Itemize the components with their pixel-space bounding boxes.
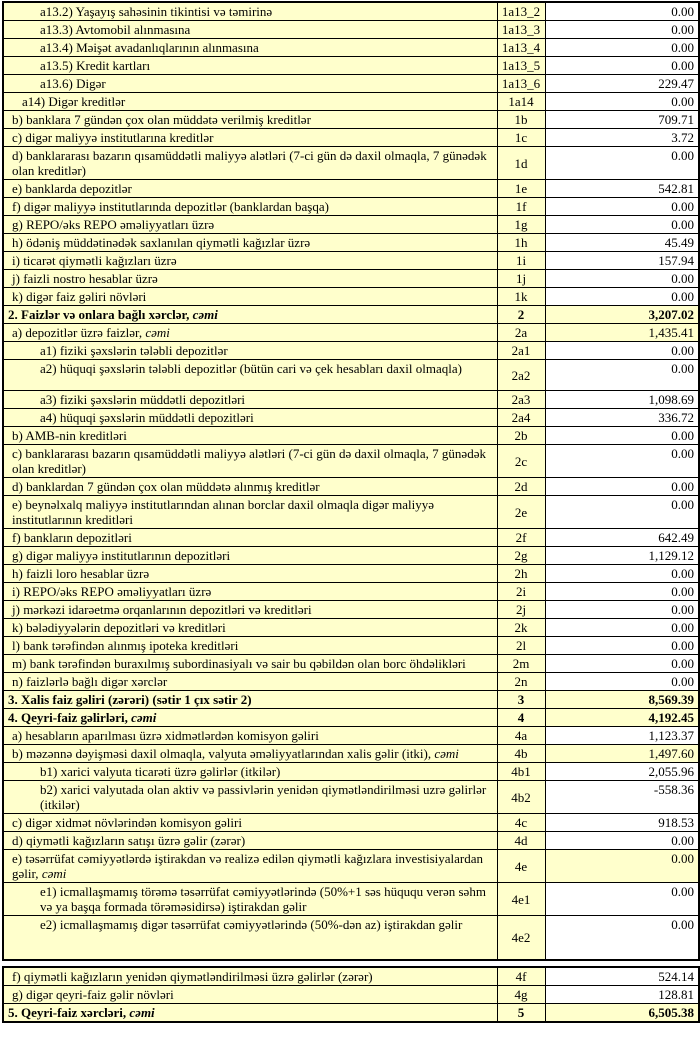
row-label xyxy=(3,985,497,1003)
row-value: 0.00 xyxy=(545,21,699,39)
row-value: -558.36 xyxy=(545,781,699,814)
row-label xyxy=(3,252,497,270)
row-code: 2a3 xyxy=(497,391,545,409)
row-code: 1h xyxy=(497,234,545,252)
row-value: 0.00 xyxy=(545,496,699,529)
table-row xyxy=(3,270,699,288)
row-value: 0.00 xyxy=(545,883,699,916)
table-row xyxy=(3,478,699,496)
row-code: 2l xyxy=(497,637,545,655)
row-label-italic-suffix: cəmi xyxy=(145,325,170,340)
row-value: 0.00 xyxy=(545,601,699,619)
table-row xyxy=(3,445,699,478)
table-row xyxy=(3,180,699,198)
row-value: 1,098.69 xyxy=(545,391,699,409)
table-row xyxy=(3,583,699,601)
row-value: 0.00 xyxy=(545,270,699,288)
row-code: 4g xyxy=(497,985,545,1003)
table-row xyxy=(3,360,699,391)
row-label xyxy=(3,496,497,529)
row-value: 0.00 xyxy=(545,360,699,391)
row-code: 1g xyxy=(497,216,545,234)
row-code: 4b2 xyxy=(497,781,545,814)
table-row xyxy=(3,342,699,360)
row-label-text: e) beynəlxalq maliyyə institutlarından alınan borclar daxil olmaqla digər maliyyə institutlarının kreditləri xyxy=(12,497,434,527)
row-value: 0.00 xyxy=(545,342,699,360)
row-value: 1,435.41 xyxy=(545,324,699,342)
row-label xyxy=(3,324,497,342)
row-label-text: a1) fiziki şəxslərin tələbli depozitlər xyxy=(40,343,228,358)
table-row xyxy=(3,565,699,583)
income-statement-table-part-1 xyxy=(2,1,700,961)
table-row xyxy=(3,655,699,673)
row-value: 0.00 xyxy=(545,216,699,234)
row-code: 2a1 xyxy=(497,342,545,360)
row-code: 2a4 xyxy=(497,409,545,427)
row-code: 2n xyxy=(497,673,545,691)
row-value: 642.49 xyxy=(545,529,699,547)
row-label xyxy=(3,57,497,75)
row-label-text: 5. Qeyri-faiz xərcləri, xyxy=(8,1004,130,1020)
row-value: 1,123.37 xyxy=(545,727,699,745)
row-value: 2,055.96 xyxy=(545,763,699,781)
row-value: 709.71 xyxy=(545,111,699,129)
row-code: 1a13_5 xyxy=(497,57,545,75)
row-label-italic-suffix: cəmi xyxy=(192,307,218,322)
row-label-text: b1) xarici valyuta ticarəti üzrə gəlirlər (itkilər) xyxy=(40,764,281,779)
row-value: 0.00 xyxy=(545,850,699,883)
row-code: 2b xyxy=(497,427,545,445)
row-label-text: a14) Digər kreditlər xyxy=(22,94,126,109)
row-label-text: a13.6) Digər xyxy=(40,76,106,91)
row-label-text: h) ödəniş müddətinədək saxlanılan qiymətli kağızlar üzrə xyxy=(12,235,311,250)
row-value: 542.81 xyxy=(545,180,699,198)
row-label xyxy=(3,180,497,198)
row-label xyxy=(3,409,497,427)
row-label xyxy=(3,916,497,960)
row-code: 2a xyxy=(497,324,545,342)
row-code: 1e xyxy=(497,180,545,198)
row-label xyxy=(3,445,497,478)
row-label-text: i) ticarət qiymətli kağızları üzrə xyxy=(12,253,177,268)
row-label xyxy=(3,763,497,781)
row-label-text: 3. Xalis faiz gəliri (zərəri) (sətir 1 çıx sətir 2) xyxy=(8,692,252,707)
row-label-text: f) qiymətli kağızların yenidən qiymətləndirilməsi üzrə gəlirlər (zərər) xyxy=(12,968,373,984)
row-label-text: e) banklarda depozitlər xyxy=(12,181,132,196)
row-value: 157.94 xyxy=(545,252,699,270)
row-label-text: b) banklara 7 gündən çox olan müddətə verilmiş kreditlər xyxy=(12,112,311,127)
row-value: 0.00 xyxy=(545,39,699,57)
row-label-text: a3) fiziki şəxslərin müddətli depozitləri xyxy=(40,392,246,407)
row-value: 0.00 xyxy=(545,198,699,216)
row-code: 2i xyxy=(497,583,545,601)
row-value: 4,192.45 xyxy=(545,709,699,727)
table-row xyxy=(3,496,699,529)
table-row xyxy=(3,916,699,960)
row-label xyxy=(3,583,497,601)
table-row xyxy=(3,409,699,427)
table-row xyxy=(3,288,699,306)
row-value: 229.47 xyxy=(545,75,699,93)
row-label xyxy=(3,781,497,814)
row-code: 1j xyxy=(497,270,545,288)
row-code: 4a xyxy=(497,727,545,745)
row-code: 4e2 xyxy=(497,916,545,960)
row-label xyxy=(3,288,497,306)
row-label-text: j) mərkəzi idarəetmə orqanlarının depozitləri və kreditləri xyxy=(12,602,312,617)
row-code: 2e xyxy=(497,496,545,529)
row-code: 3 xyxy=(497,691,545,709)
row-label-text: l) bank tərəfindən alınmış ipoteka kreditləri xyxy=(12,638,239,653)
row-value: 0.00 xyxy=(545,57,699,75)
row-label-text: k) digər faiz gəliri növləri xyxy=(12,289,147,304)
table-row xyxy=(3,216,699,234)
table-row xyxy=(3,147,699,180)
row-code: 1a13_6 xyxy=(497,75,545,93)
row-label xyxy=(3,306,497,324)
row-label-italic-suffix: cəmi xyxy=(434,746,459,761)
row-label-text: b) məzənnə dəyişməsi daxil olmaqla, valyuta əməliyyatlarından xalis gəlir (itki), xyxy=(12,746,435,761)
row-value: 128.81 xyxy=(545,985,699,1003)
row-code: 4b xyxy=(497,745,545,763)
row-value: 0.00 xyxy=(545,583,699,601)
table-row xyxy=(3,547,699,565)
row-code: 4f xyxy=(497,967,545,986)
row-label-text: a2) hüquqi şəxslərin tələbli depozitlər (bütün cari və çek hesabları daxil olmaqla) xyxy=(40,361,462,376)
row-value: 1,129.12 xyxy=(545,547,699,565)
row-label xyxy=(3,691,497,709)
row-value: 0.00 xyxy=(545,288,699,306)
row-code: 1d xyxy=(497,147,545,180)
row-value: 6,505.38 xyxy=(545,1003,699,1022)
row-label xyxy=(3,814,497,832)
row-label xyxy=(3,478,497,496)
row-code: 2g xyxy=(497,547,545,565)
row-value: 8,569.39 xyxy=(545,691,699,709)
row-code: 1i xyxy=(497,252,545,270)
row-code: 1f xyxy=(497,198,545,216)
row-value: 918.53 xyxy=(545,814,699,832)
row-label-text: j) faizli nostro hesablar üzrə xyxy=(12,271,158,286)
row-code: 2c xyxy=(497,445,545,478)
row-label-italic-suffix: cəmi xyxy=(129,1004,155,1020)
row-label xyxy=(3,709,497,727)
row-code: 2m xyxy=(497,655,545,673)
table-row xyxy=(3,832,699,850)
table-row xyxy=(3,985,699,1003)
row-label xyxy=(3,529,497,547)
row-value: 0.00 xyxy=(545,427,699,445)
row-code: 4 xyxy=(497,709,545,727)
table-row xyxy=(3,850,699,883)
row-label-text: a) depozitlər üzrə faizlər, xyxy=(12,325,146,340)
row-value: 336.72 xyxy=(545,409,699,427)
row-code: 1a13_3 xyxy=(497,21,545,39)
row-label xyxy=(3,832,497,850)
row-label xyxy=(3,883,497,916)
row-label-text: a13.4) Məişət avadanlıqlarının alınmasına xyxy=(40,40,259,55)
row-label-text: d) banklardan 7 gündən çox olan müddətə alınmış kreditlər xyxy=(12,479,320,494)
table-row xyxy=(3,75,699,93)
row-label-text: a13.5) Kredit kartları xyxy=(40,58,151,73)
table-row xyxy=(3,745,699,763)
row-label-text: d) banklararası bazarın qısamüddətli maliyyə alətləri (7-ci gün də daxil olmaqla, 7 günədək olan kreditlər) xyxy=(12,148,487,178)
row-code: 2h xyxy=(497,565,545,583)
row-value: 0.00 xyxy=(545,478,699,496)
table-row xyxy=(3,306,699,324)
row-label xyxy=(3,427,497,445)
table-row xyxy=(3,883,699,916)
row-label xyxy=(3,655,497,673)
row-label xyxy=(3,547,497,565)
row-code: 2k xyxy=(497,619,545,637)
table-row xyxy=(3,252,699,270)
table-row xyxy=(3,93,699,111)
row-label-text: e2) icmallaşmamış digər təsərrüfat cəmiyyətlərində (50%-dən az) iştirakdan gəlir xyxy=(40,917,463,932)
row-label-text: g) REPO/əks REPO əməliyyatları üzrə xyxy=(12,217,215,232)
row-code: 4b1 xyxy=(497,763,545,781)
row-value: 524.14 xyxy=(545,967,699,986)
table-row xyxy=(3,129,699,147)
row-code: 2j xyxy=(497,601,545,619)
row-code: 1k xyxy=(497,288,545,306)
row-code: 4c xyxy=(497,814,545,832)
row-label xyxy=(3,565,497,583)
row-code: 5 xyxy=(497,1003,545,1022)
table-row xyxy=(3,1003,699,1022)
row-label xyxy=(3,967,497,986)
row-label xyxy=(3,360,497,391)
row-label-italic-suffix: cəmi xyxy=(41,866,67,881)
table-row xyxy=(3,21,699,39)
row-value: 0.00 xyxy=(545,832,699,850)
row-label xyxy=(3,850,497,883)
row-label xyxy=(3,1003,497,1022)
table-row xyxy=(3,39,699,57)
table-row xyxy=(3,673,699,691)
row-label xyxy=(3,637,497,655)
table-row xyxy=(3,814,699,832)
row-value: 0.00 xyxy=(545,93,699,111)
row-code: 1b xyxy=(497,111,545,129)
table-row xyxy=(3,637,699,655)
table-row xyxy=(3,601,699,619)
table-row xyxy=(3,781,699,814)
row-label-text: c) banklararası bazarın qısamüddətli maliyyə alətləri (7-ci gün də daxil olmaqla, 7 günədək olan kreditlər) xyxy=(12,446,486,476)
row-label-text: a13.2) Yaşayış sahəsinin tikintisi və təmirinə xyxy=(40,4,273,19)
income-statement-table-part-2 xyxy=(2,966,700,1023)
row-label-text: f) digər maliyyə institutlarında depozitlər (banklardan başqa) xyxy=(12,199,329,214)
row-label-text: b2) xarici valyutada olan aktiv və passivlərin yenidən qiymətləndirilməsi uzrə gəlirlər (itkilər) xyxy=(40,782,487,812)
table-row xyxy=(3,727,699,745)
row-label-text: g) digər maliyyə institutlarının depozitləri xyxy=(12,548,231,563)
row-label xyxy=(3,75,497,93)
table-row xyxy=(3,2,699,21)
table-row xyxy=(3,763,699,781)
row-label-text: m) bank tərəfindən buraxılmış subordinasiyalı və sair bu qəbildən olan borc öhdəlikləri xyxy=(12,656,466,671)
row-label-text: 2. Faizlər və onlara bağlı xərclər, xyxy=(8,307,193,322)
row-label-italic-suffix: cəmi xyxy=(131,710,157,725)
row-label xyxy=(3,129,497,147)
row-value: 0.00 xyxy=(545,445,699,478)
row-label xyxy=(3,270,497,288)
row-label xyxy=(3,111,497,129)
row-label xyxy=(3,198,497,216)
row-value: 0.00 xyxy=(545,565,699,583)
row-value: 0.00 xyxy=(545,673,699,691)
row-label xyxy=(3,342,497,360)
row-value: 0.00 xyxy=(545,2,699,21)
row-code: 4e xyxy=(497,850,545,883)
row-label-text: a) hesabların aparılması üzrə xidmətlərdən komisyon gəliri xyxy=(12,728,319,743)
row-label xyxy=(3,21,497,39)
row-label xyxy=(3,619,497,637)
row-label-text: n) faizlərlə bağlı digər xərclər xyxy=(12,674,168,689)
row-label xyxy=(3,673,497,691)
row-code: 4d xyxy=(497,832,545,850)
row-label xyxy=(3,216,497,234)
row-label xyxy=(3,391,497,409)
table-row xyxy=(3,391,699,409)
table-row xyxy=(3,709,699,727)
row-value: 0.00 xyxy=(545,916,699,960)
row-code: 1a13_2 xyxy=(497,2,545,21)
row-code: 1c xyxy=(497,129,545,147)
row-label-text: b) AMB-nin kreditləri xyxy=(12,428,127,443)
table-row xyxy=(3,198,699,216)
table-row xyxy=(3,427,699,445)
row-label-text: i) REPO/əks REPO əməliyyatları üzrə xyxy=(12,584,212,599)
row-label-text: e1) icmallaşmamış törəmə təsərrüfat cəmiyyətlərində (50%+1 səs hüququ verən səhm və ya başqa formada törəməsidirsə) iştirakdan gəlir xyxy=(40,884,486,914)
row-code: 1a14 xyxy=(497,93,545,111)
table-row xyxy=(3,619,699,637)
row-value: 0.00 xyxy=(545,637,699,655)
row-value: 45.49 xyxy=(545,234,699,252)
table-row xyxy=(3,529,699,547)
row-label-text: h) faizli loro hesablar üzrə xyxy=(12,566,150,581)
row-code: 2f xyxy=(497,529,545,547)
row-value: 3,207.02 xyxy=(545,306,699,324)
row-code: 4e1 xyxy=(497,883,545,916)
row-code: 2a2 xyxy=(497,360,545,391)
row-code: 1a13_4 xyxy=(497,39,545,57)
row-label xyxy=(3,2,497,21)
row-label-text: a13.3) Avtomobil alınmasına xyxy=(40,22,191,37)
row-code: 2 xyxy=(497,306,545,324)
row-label-text: c) digər xidmət növlərindən komisyon gəliri xyxy=(12,815,242,830)
row-label-text: g) digər qeyri-faiz gəlir növləri xyxy=(12,986,174,1002)
table-row xyxy=(3,57,699,75)
row-label-text: c) digər maliyyə institutlarına kreditlər xyxy=(12,130,214,145)
table-row xyxy=(3,691,699,709)
row-label-text: a4) hüquqi şəxslərin müddətli depozitləri xyxy=(40,410,254,425)
row-value: 0.00 xyxy=(545,147,699,180)
row-code: 2d xyxy=(497,478,545,496)
row-label-text: 4. Qeyri-faiz gəlirləri, xyxy=(8,710,132,725)
row-label xyxy=(3,234,497,252)
row-label xyxy=(3,147,497,180)
row-label-text: e) təsərrüfat cəmiyyətlərdə iştirakdan və realizə edilən qiymətli kağızlara investisiyalardan gəlir, xyxy=(12,851,484,881)
table-row xyxy=(3,234,699,252)
table-row xyxy=(3,111,699,129)
row-label xyxy=(3,727,497,745)
row-value: 0.00 xyxy=(545,619,699,637)
row-label xyxy=(3,601,497,619)
row-label-text: f) bankların depozitləri xyxy=(12,530,132,545)
row-label xyxy=(3,745,497,763)
row-label-text: k) bələdiyyələrin depozitləri və kreditləri xyxy=(12,620,226,635)
row-label-text: d) qiymətli kağızların satışı üzrə gəlir (zərər) xyxy=(12,833,246,848)
table-row xyxy=(3,324,699,342)
table-row xyxy=(3,967,699,986)
row-label xyxy=(3,39,497,57)
row-value: 3.72 xyxy=(545,129,699,147)
row-label xyxy=(3,93,497,111)
row-value: 1,497.60 xyxy=(545,745,699,763)
row-value: 0.00 xyxy=(545,655,699,673)
